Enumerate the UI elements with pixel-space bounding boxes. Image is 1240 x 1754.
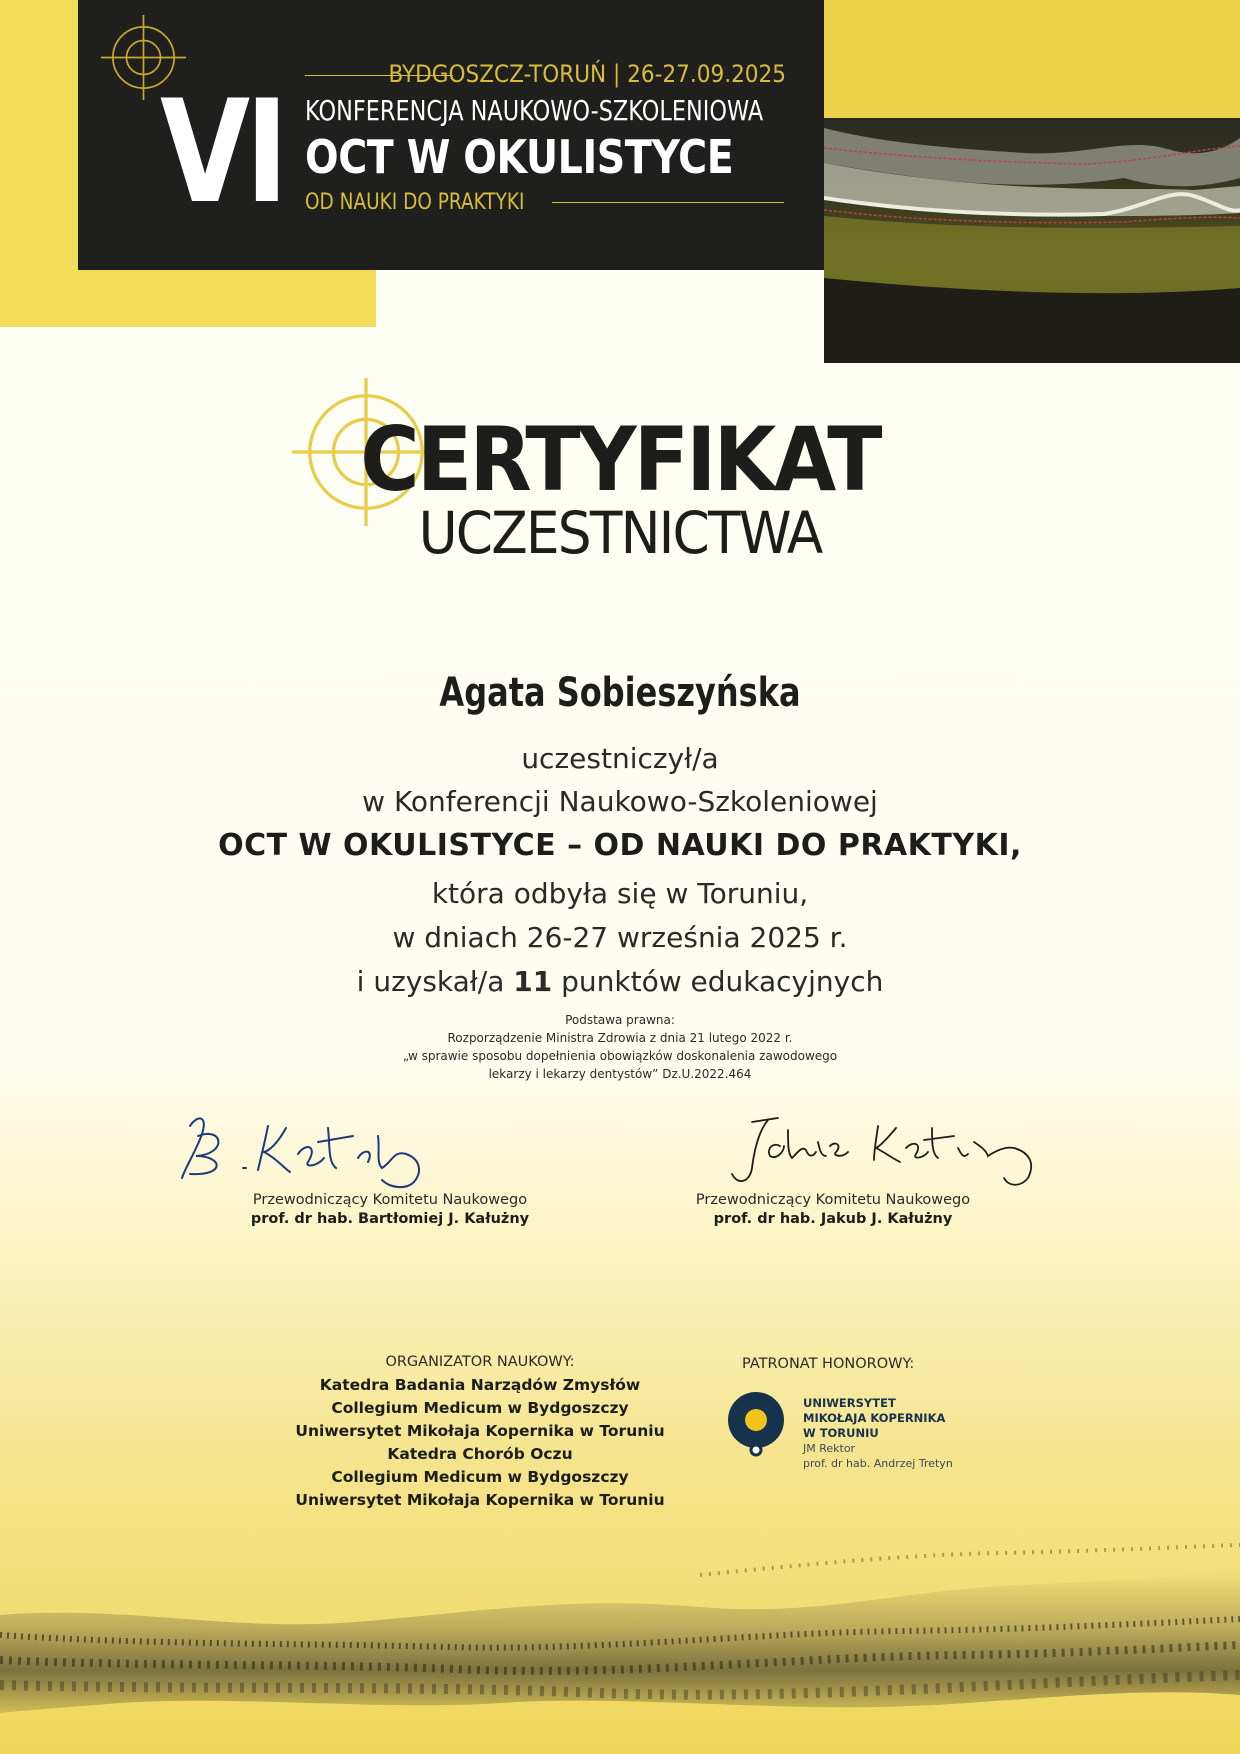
university-name-line: UNIWERSYTET xyxy=(803,1396,896,1410)
conference-edition-numeral: VI xyxy=(160,70,284,235)
participant-name: Agata Sobieszyńska xyxy=(439,670,801,716)
umk-logo-icon xyxy=(726,1390,790,1460)
conference-tagline: OD NAUKI DO PRAKTYKI xyxy=(305,190,525,215)
rector-name: prof. dr hab. Andrzej Tretyn xyxy=(803,1457,953,1470)
participation-text: uczestniczył/a xyxy=(521,742,719,775)
education-points-line xyxy=(0,965,1240,998)
patron-heading: PATRONAT HONOROWY: xyxy=(742,1356,915,1372)
certificate-title: CERTYFIKAT xyxy=(360,408,880,511)
organizer-heading: ORGANIZATOR NAUKOWY: xyxy=(385,1354,575,1370)
university-name-line: W TORUNIU xyxy=(803,1426,879,1440)
legal-basis-line: Rozporządzenie Ministra Zdrowia z dnia 21 lutego 2022 r. xyxy=(447,1031,793,1045)
signatory-name: prof. dr hab. Jakub J. Kałużny xyxy=(713,1211,953,1227)
event-name-line xyxy=(0,828,1240,863)
organizer-section xyxy=(230,1354,730,1512)
rector-title: JM Rektor xyxy=(803,1442,856,1455)
signature-block-right xyxy=(683,1192,983,1227)
organizer-line: Collegium Medicum w Bydgoszczy xyxy=(331,1468,629,1486)
oct-scan-image xyxy=(824,118,1240,363)
signature-bartlomiej xyxy=(168,1106,448,1198)
umk-patron-details xyxy=(803,1396,953,1471)
signature-jakub xyxy=(718,1112,1058,1194)
event-location: która odbyła się w Toruniu, xyxy=(431,877,809,910)
organizer-line: Uniwersytet Mikołaja Kopernika w Toruniu xyxy=(295,1491,665,1509)
conference-type: KONFERENCJA NAUKOWO-SZKOLENIOWA xyxy=(305,94,764,127)
conference-reference: w Konferencji Naukowo-Szkoleniowej xyxy=(362,785,878,818)
event-comma: , xyxy=(1010,828,1022,863)
event-dates: w dniach 26-27 września 2025 r. xyxy=(392,921,848,954)
points-value: 11 xyxy=(513,965,553,998)
organizer-line: Katedra Badania Narządów Zmysłów xyxy=(319,1376,641,1394)
organizer-line: Uniwersytet Mikołaja Kopernika w Toruniu xyxy=(295,1422,665,1440)
event-name: OCT W OKULISTYCE – OD NAUKI DO PRAKTYKI xyxy=(218,828,1010,863)
certificate-subtitle: UCZESTNICTWA xyxy=(418,499,822,567)
conference-place-date: BYDGOSZCZ-TORUŃ | 26-27.09.2025 xyxy=(388,60,786,88)
signatory-name: prof. dr hab. Bartłomiej J. Kałużny xyxy=(250,1211,530,1227)
legal-basis-line: lekarzy i lekarzy dentystów” Dz.U.2022.464 xyxy=(488,1067,752,1081)
points-suffix: punktów edukacyjnych xyxy=(552,965,884,998)
conference-title: OCT W OKULISTYCE xyxy=(305,130,734,184)
header-divider xyxy=(552,202,784,203)
organizer-line: Katedra Chorób Oczu xyxy=(387,1445,573,1463)
signatory-role: Przewodniczący Komitetu Naukowego xyxy=(252,1192,528,1208)
yellow-accent-strip xyxy=(824,0,1240,120)
organizer-line: Collegium Medicum w Bydgoszczy xyxy=(331,1399,629,1417)
legal-basis-line: „w sprawie sposobu dopełnienia obowiązków doskonalenia zawodowego xyxy=(402,1049,838,1063)
signatory-role: Przewodniczący Komitetu Naukowego xyxy=(695,1192,971,1208)
legal-basis-heading: Podstawa prawna: xyxy=(565,1013,675,1027)
points-prefix: i uzyskał/a xyxy=(356,965,514,998)
signature-block-left xyxy=(240,1192,540,1227)
university-name-line: MIKOŁAJA KOPERNIKA xyxy=(803,1411,946,1425)
oct-scan-decoration xyxy=(0,1535,1240,1754)
